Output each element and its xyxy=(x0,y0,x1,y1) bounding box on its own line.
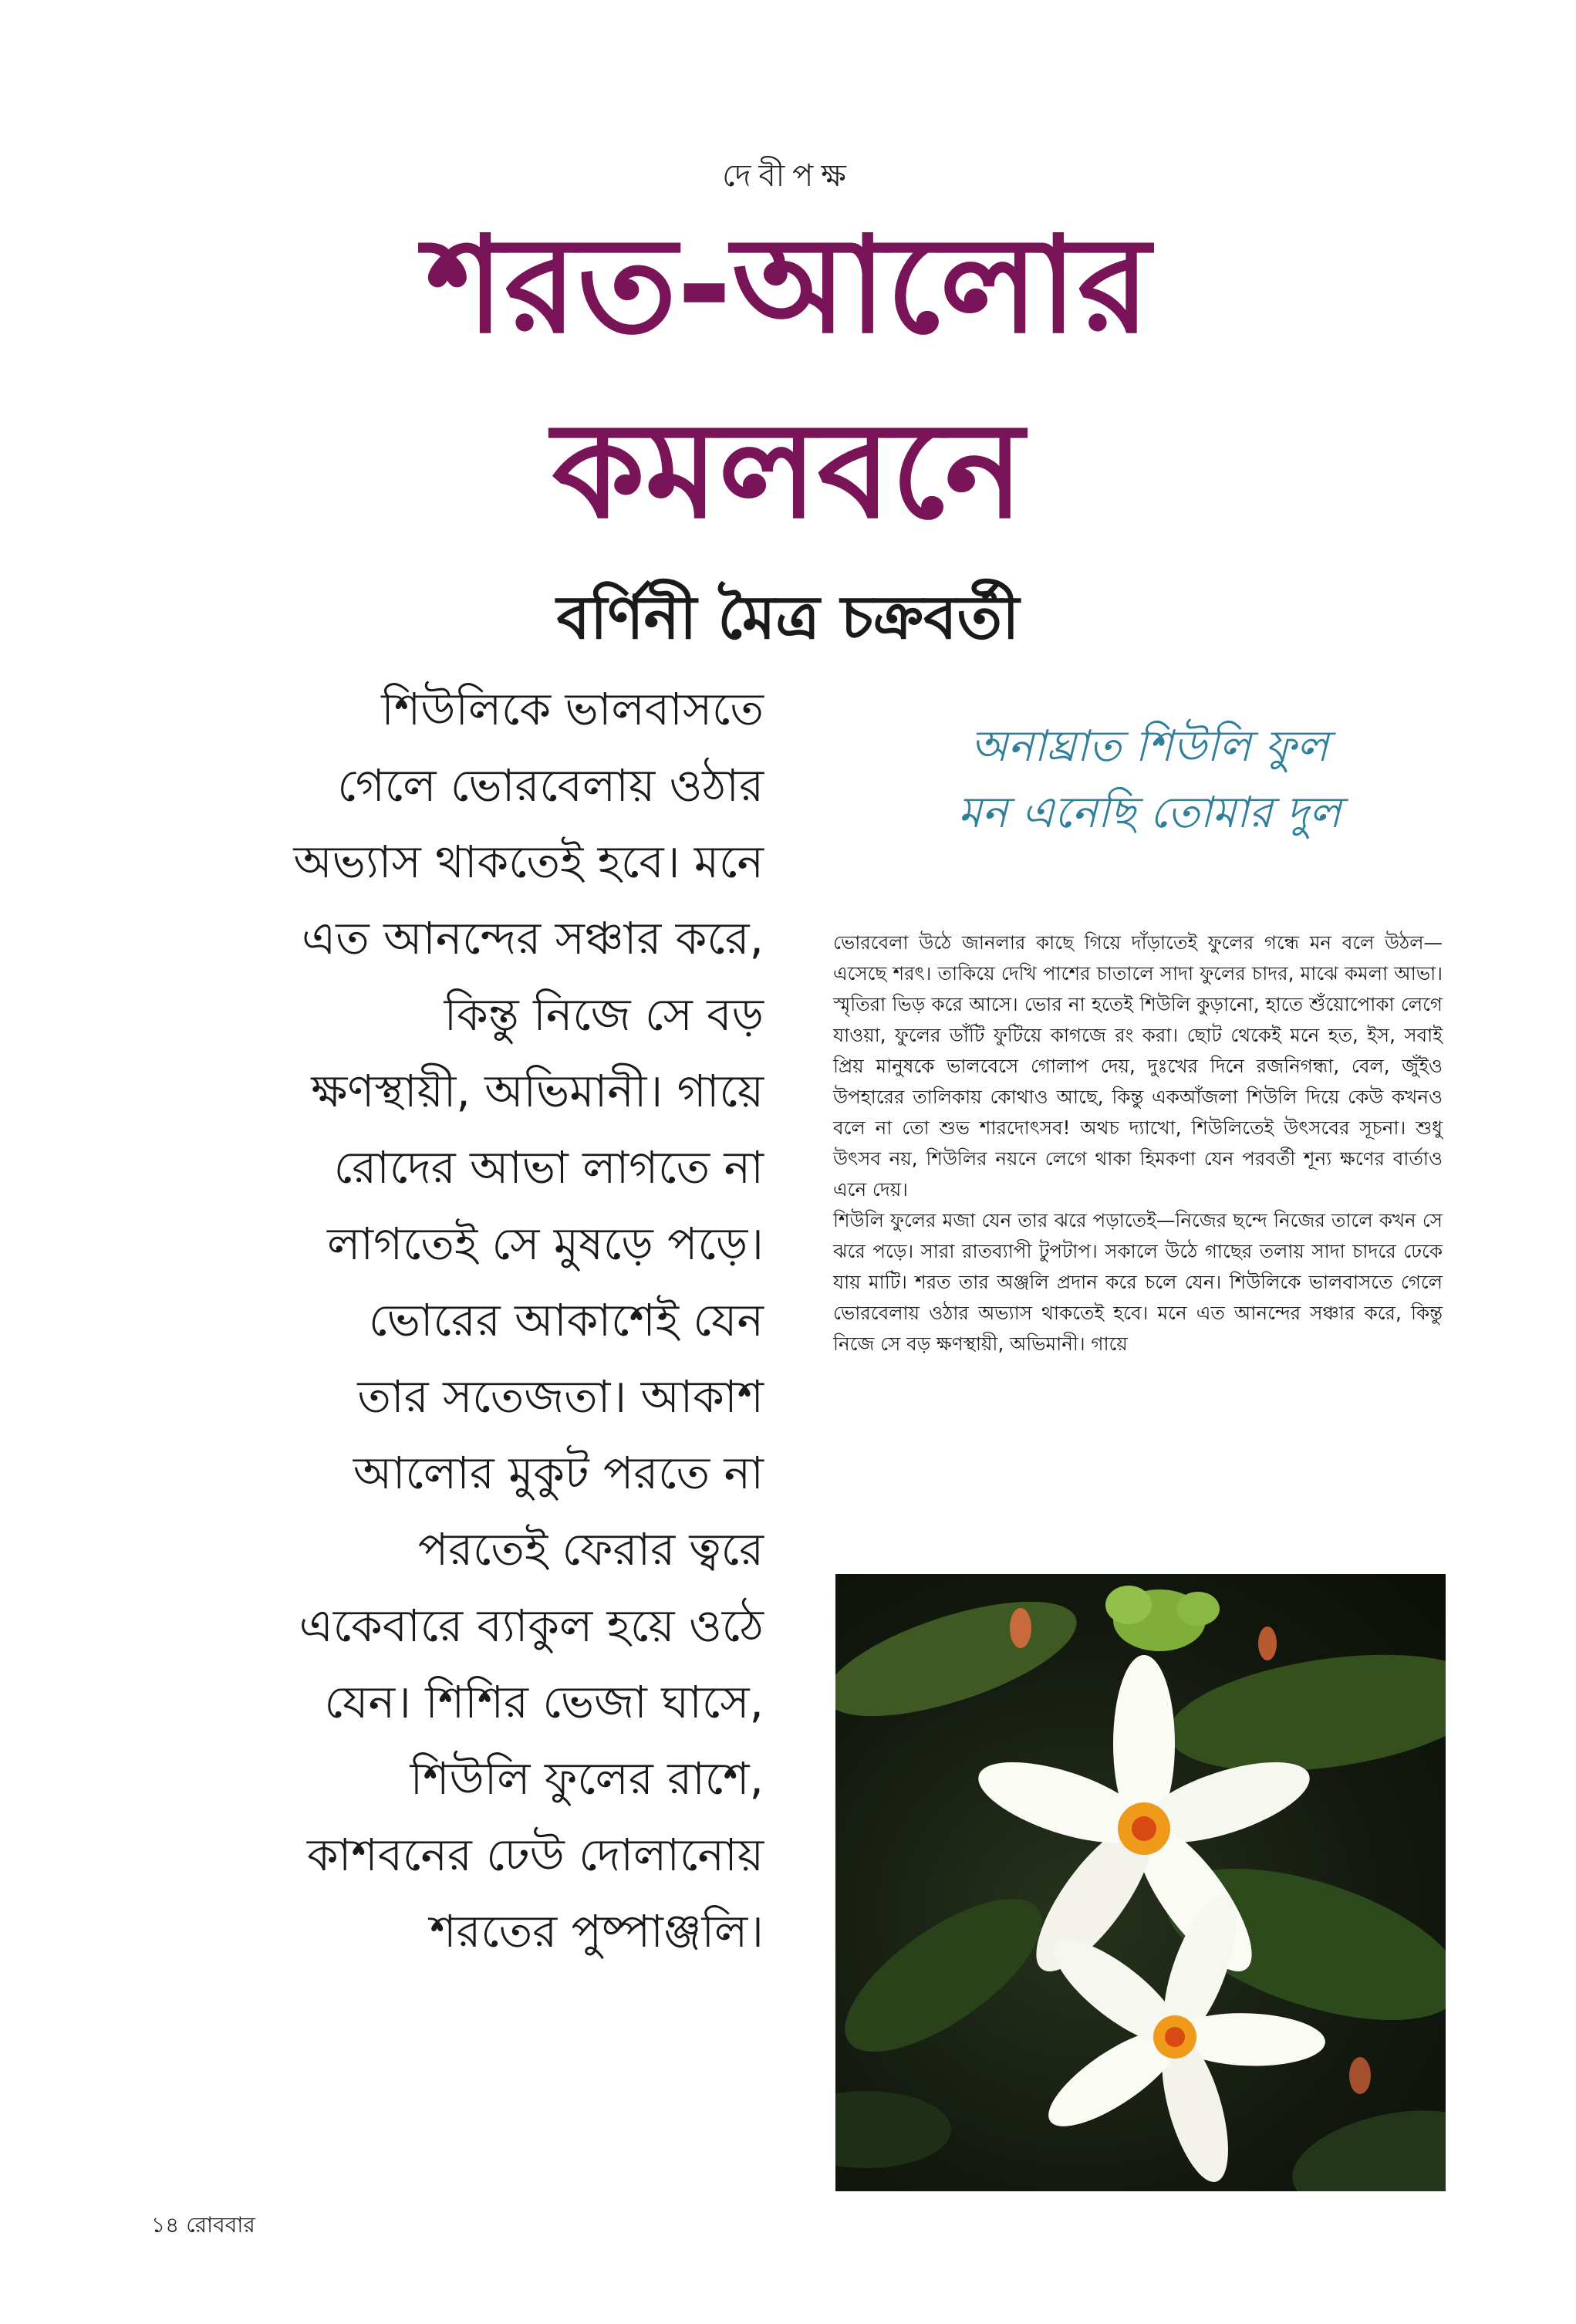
intro-line: লাগতেই সে মুষড়ে পড়ে। xyxy=(327,1218,764,1270)
intro-line: এত আনন্দের সঞ্চার করে, xyxy=(302,912,764,964)
body-text xyxy=(833,927,1443,1360)
intro-line: ক্ষণস্থায়ী, অভিমানী। গায়ে xyxy=(311,1065,764,1117)
article-title xyxy=(0,193,1576,563)
intro-line: পরতেই ফেরার ত্বরে xyxy=(417,1523,764,1576)
title-line-1: শরত-আলোর xyxy=(425,208,1151,363)
intro-line: একেবারে ব্যাকুল হয়ে ওঠে xyxy=(299,1599,764,1652)
title-line-2: কমলবনে xyxy=(552,393,1024,548)
handwritten-line-2: মন এনেছি তোমার দুল xyxy=(957,788,1341,838)
body-paragraph-1: ভোরবেলা উঠে জানলার কাছে গিয়ে দাঁড়াতেই ফুলের গন্ধে মন বলে উঠল—এসেছে শরৎ। তাকিয়ে দেখি পাশের চাতালে সাদা ফুলের চাদর, মাঝে কমলা আভা। স্মৃতিরা ভিড় করে আসে। ভোর না হতেই শিউলি কুড়ানো, হাতে শুঁয়োপোকা লেগে যাওয়া, ফুলের ডাঁটি ফুটিয়ে কাগজে রং করা। ছোট থেকেই মনে হত, ইস, সবাই প্রিয় মানুষকে ভালবেসে গোলাপ দেয়, দুঃখের দিনে রজনিগন্ধা, বেল, জুঁইও উপহারের তালিকায় কোথাও আছে, কিন্তু একআঁজলা শিউলি দিয়ে কেউ কখনও বলে না তো শুভ শারদোৎসব! অথচ দ্যাখো, শিউলিতেই উৎসবের সূচনা। শুধু উৎসব নয়, শিউলির নয়নে লেগে থাকা হিমকণা যেন পরবর্তী শূন্য ক্ষণের বার্তাও এনে দেয়। xyxy=(833,931,1443,1201)
author-byline: বর্ণিনী মৈত্র চক্রবর্তী xyxy=(556,583,1020,653)
intro-line: শিউলিকে ভালবাসতে xyxy=(381,683,764,735)
intro-line: কাশবনের ঢেউ দোলানোয় xyxy=(307,1829,764,1881)
intro-line: আলোর মুকুট পরতে না xyxy=(353,1447,764,1499)
handwritten-line-1: অনাঘ্রাত শিউলি ফুল xyxy=(970,721,1329,772)
flower-illustration xyxy=(835,1574,1446,2191)
intro-line: কিন্তু নিজে সে বড় xyxy=(444,988,764,1041)
intro-line: অভ্যাস থাকতেই হবে। মনে xyxy=(293,836,764,888)
section-label: দেবীপক্ষ xyxy=(722,158,854,194)
intro-line: শিউলি ফুলের রাশে, xyxy=(410,1752,764,1805)
intro-line: ভোরের আকাশেই যেন xyxy=(369,1294,764,1346)
intro-line: রোদের আভা লাগতে না xyxy=(333,1141,764,1194)
handwritten-quote xyxy=(887,714,1412,846)
page-folio: ১৪ রোববার xyxy=(151,2212,255,2238)
intro-block xyxy=(116,671,764,1970)
body-paragraph-2: শিউলি ফুলের মজা যেন তার ঝরে পড়াতেই—নিজের ছন্দে নিজের তালে কখন সে ঝরে পড়ে। সারা রাতব্যাপী টুপটাপ। সকালে উঠে গাছের তলায় সাদা চাদরে ঢেকে যায় মাটি। শরত তার অঞ্জলি প্রদান করে চলে যেন। শিউলিকে ভালবাসতে গেলে ভোরবেলায় ওঠার অভ্যাস থাকতেই হবে। মনে এত আনন্দের সঞ্চার করে, কিন্তু নিজে সে বড় ক্ষণস্থায়ী, অভিমানী। গায়ে xyxy=(833,1209,1443,1355)
intro-line: তার সতেজতা। আকাশ xyxy=(357,1370,764,1423)
intro-line: গেলে ভোরবেলায় ওঠার xyxy=(337,759,764,812)
shiuli-flower-photo xyxy=(835,1574,1446,2191)
intro-line: শরতের পুষ্পাঞ্জলি। xyxy=(430,1905,764,1957)
intro-line: যেন। শিশির ভেজা ঘাসে, xyxy=(324,1676,764,1728)
